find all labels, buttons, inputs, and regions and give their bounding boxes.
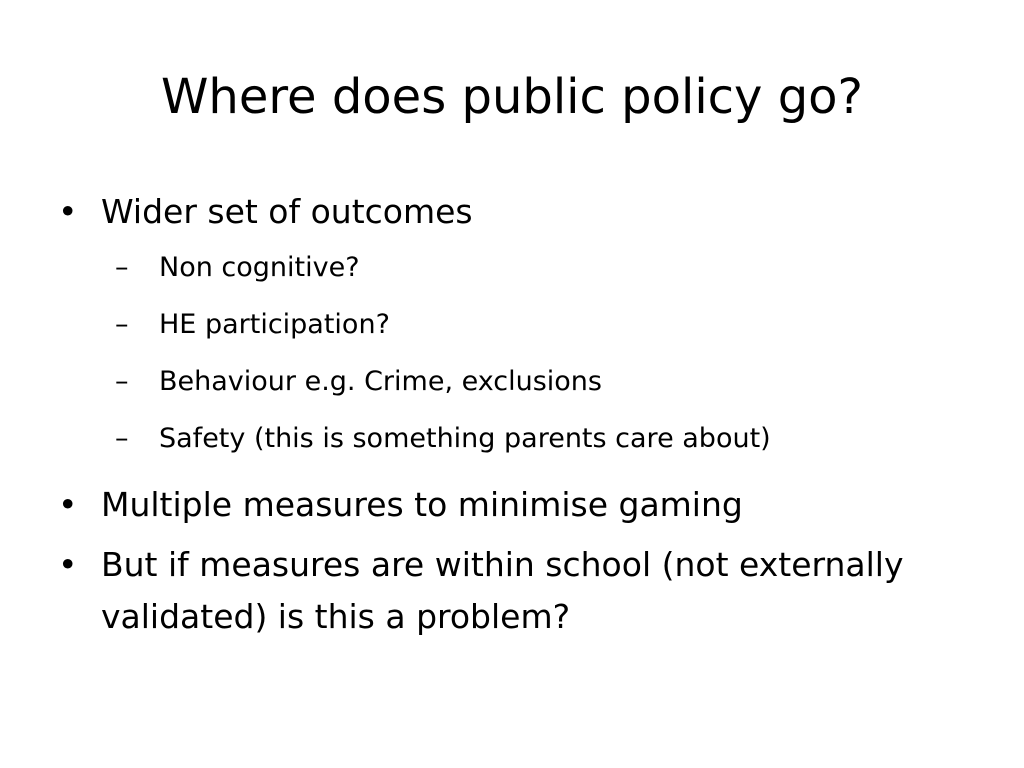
sub-bullet-item: [115, 305, 958, 345]
bullet-text: Wider set of outcomes: [101, 192, 473, 231]
bullet-text: Multiple measures to minimise gaming: [101, 485, 743, 524]
bullet-text: But if measures are within school (not externally validated) is this a problem?: [101, 545, 904, 636]
slide-title: Where does public policy go?: [160, 69, 864, 125]
bullet-item: [58, 539, 958, 643]
dash-marker: –: [115, 252, 129, 283]
bullet-marker: •: [58, 192, 78, 231]
sub-bullet-item: [115, 248, 958, 288]
bullet-item: [58, 186, 958, 459]
sub-bullet-text: Behaviour e.g. Crime, exclusions: [159, 366, 602, 397]
dash-marker: –: [115, 423, 129, 454]
bullet-item: [58, 479, 958, 531]
dash-marker: –: [115, 309, 129, 340]
sub-bullet-list: [101, 248, 958, 459]
bullet-list: [58, 186, 958, 651]
bullet-marker: •: [58, 485, 78, 524]
sub-bullet-text: HE participation?: [159, 309, 390, 340]
sub-bullet-text: Non cognitive?: [159, 252, 360, 283]
bullet-marker: •: [58, 545, 78, 584]
sub-bullet-item: [115, 362, 958, 402]
sub-bullet-item: [115, 419, 958, 459]
dash-marker: –: [115, 366, 129, 397]
sub-bullet-text: Safety (this is something parents care about): [159, 423, 771, 454]
